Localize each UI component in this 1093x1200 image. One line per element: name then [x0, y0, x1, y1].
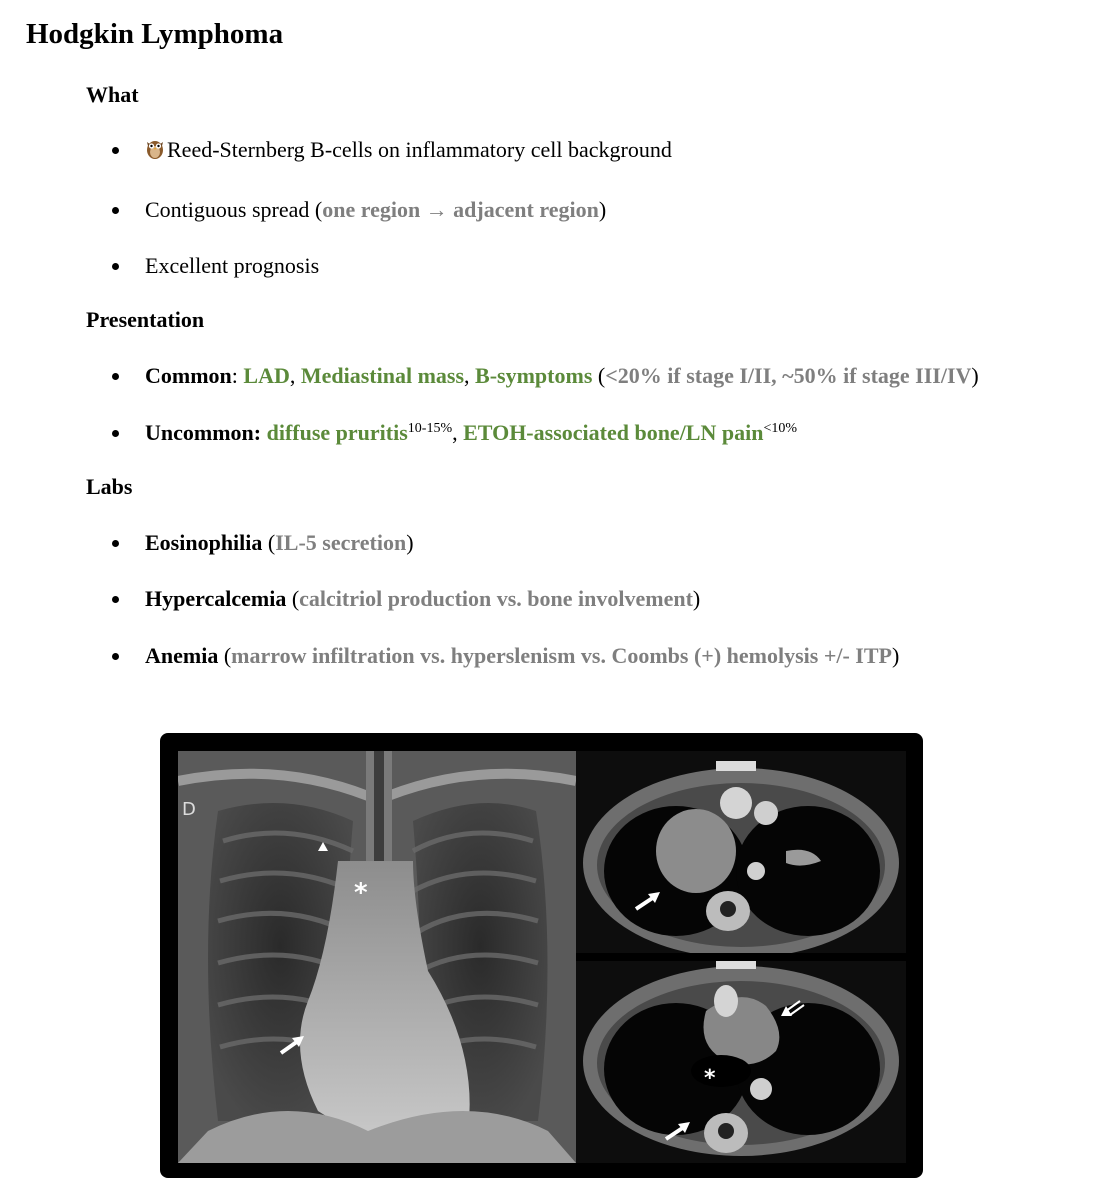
pruritis-frequency: 10-15%	[407, 421, 453, 436]
ct-scan-upper-image	[576, 751, 906, 953]
lab-label: Eosinophilia	[145, 530, 263, 555]
bullet-icon	[112, 263, 119, 270]
uncommon-label: Uncommon:	[145, 420, 262, 445]
ct-upper-drawing	[576, 751, 906, 953]
ct-lower-drawing	[576, 961, 906, 1163]
bullet-icon	[112, 430, 119, 437]
ct-asterisk-marker: *	[704, 1066, 716, 1091]
lab-detail: marrow infiltration vs. hyperslenism vs. Coombs (+) hemolysis +/- ITP	[231, 643, 892, 668]
bullet-icon	[112, 653, 119, 660]
presentation-heading: Presentation	[86, 307, 205, 332]
etoh-pain-frequency: <10%	[763, 421, 798, 436]
radiology-figure	[160, 733, 923, 1178]
labs-heading: Labs	[86, 474, 133, 499]
bullet-icon	[112, 207, 119, 214]
finding-b-symptoms: B-symptoms	[475, 363, 593, 388]
chest-xray-drawing	[178, 751, 576, 1163]
bullet-icon	[112, 373, 119, 380]
what-heading: What	[86, 82, 139, 107]
finding-lad: LAD	[243, 363, 290, 388]
finding-mediastinal-mass: Mediastinal mass	[300, 363, 465, 388]
what-item-3-text: Excellent prognosis	[145, 253, 320, 278]
owl-icon	[145, 136, 165, 160]
common-detail: <20% if stage I/II, ~50% if stage III/IV	[605, 363, 972, 388]
what-item-2-suffix: )	[598, 197, 607, 222]
ct-scan-lower-image	[576, 961, 906, 1163]
what-item-2-detail: one region → adjacent region	[322, 197, 599, 222]
lab-detail: IL-5 secretion	[275, 530, 407, 555]
bullet-icon	[112, 540, 119, 547]
panel-divider	[576, 953, 906, 961]
what-item-1-text: Reed-Sternberg B-cells on inflammatory cell background	[167, 137, 672, 162]
lab-label: Anemia	[145, 643, 219, 668]
common-label: Common	[145, 363, 232, 388]
finding-etoh-pain: ETOH-associated bone/LN pain	[463, 420, 764, 445]
xray-side-marker: D	[182, 799, 196, 820]
finding-pruritis: diffuse pruritis	[266, 420, 408, 445]
page-title: Hodgkin Lymphoma	[26, 18, 284, 50]
xray-asterisk-marker: *	[354, 878, 368, 908]
bullet-icon	[112, 147, 119, 154]
bullet-icon	[112, 596, 119, 603]
lab-detail: calcitriol production vs. bone involvement	[299, 586, 693, 611]
what-item-2-prefix: Contiguous spread (	[145, 197, 323, 222]
chest-xray-image	[178, 751, 576, 1163]
lab-label: Hypercalcemia	[145, 586, 287, 611]
